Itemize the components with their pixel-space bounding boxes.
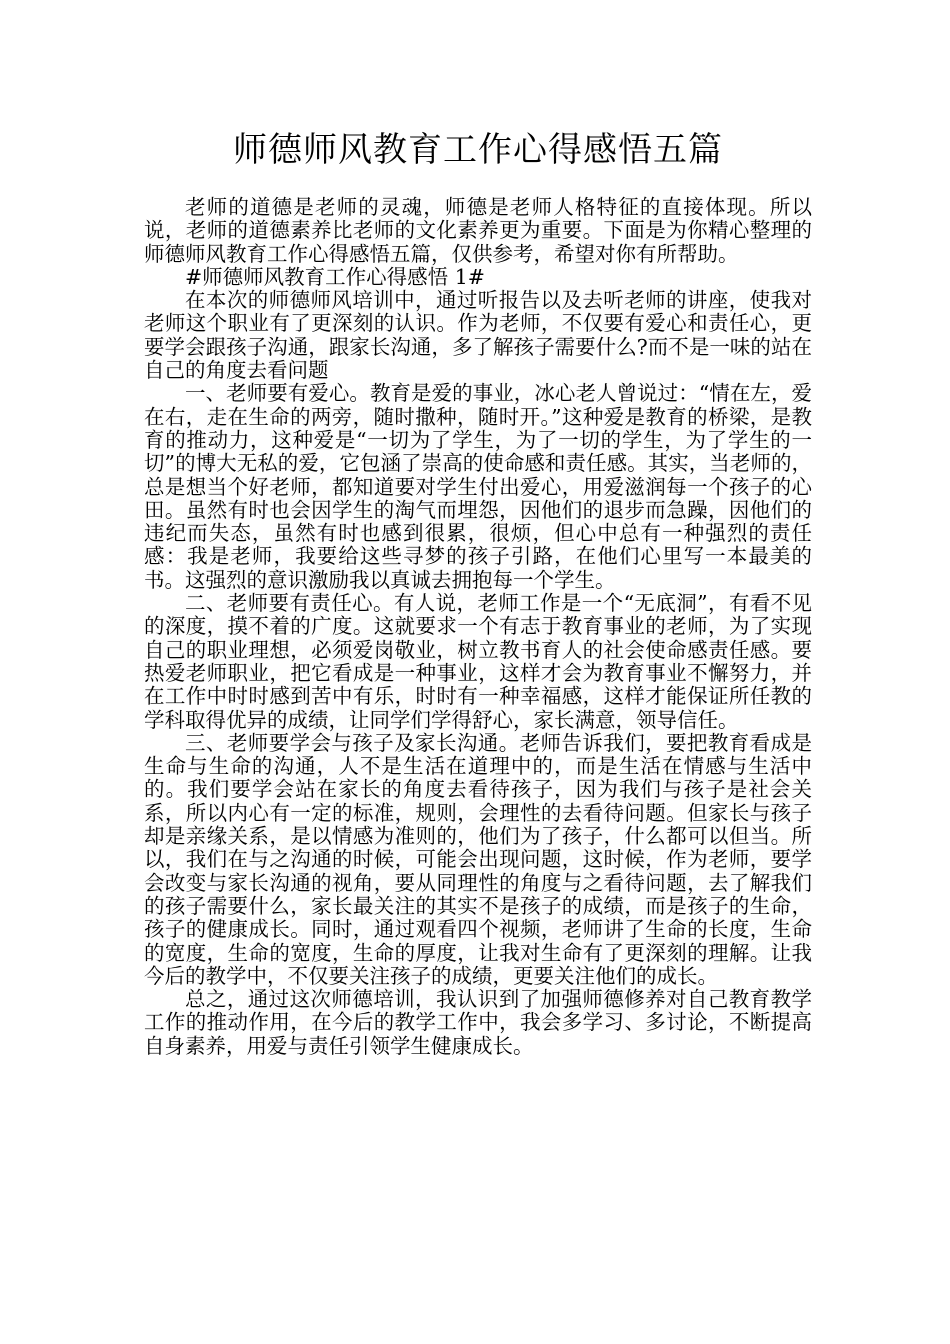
paragraph-love: 一、老师要有爱心。教育是爱的事业，冰心老人曾说过：“情在左，爱在右，走在生命的两旁，随时撒种，随时开。”这种爱是教育的桥梁，是教育的推动力，这种爱是“一切为了学生，为了一切的学生，为了学生的一切”的博大无私的爱，它包涵了崇高的使命感和责任感。其实，当老师的，总是想当个好老师，都知道要对学生付出爱心，用爱滋润每一个孩子的心田。虽然有时也会因学生的淘气而埋怨，因他们的退步而急躁，因他们的违纪而失态，虽然有时也感到很累，很烦，但心中总有一种强烈的责任感：我是老师，我要给这些寻梦的孩子引路，在他们心里写一本最美的书。这强烈的意识激励我以真诚去拥抱每一个学生。	[144, 381, 812, 592]
paragraph-intro: 老师的道德是老师的灵魂，师德是老师人格特征的直接体现。所以说，老师的道德素养比老师的文化素养更为重要。下面是为你精心整理的师德师风教育工作心得感悟五篇，仅供参考，希望对你有所帮助。	[144, 195, 812, 266]
section-heading: #师德师风教育工作心得感悟 1#	[185, 264, 485, 289]
paragraph-conclusion: 总之，通过这次师德培训，我认识到了加强师德修养对自己教育教学工作的推动作用，在今后的教学工作中，我会多学习、多讨论，不断提高自身素养，用爱与责任引领学生健康成长。	[144, 987, 812, 1058]
document-title: 师德师风教育工作心得感悟五篇	[233, 130, 723, 170]
paragraph-training: 在本次的师德师风培训中，通过听报告以及去听老师的讲座，使我对老师这个职业有了更深刻的认识。作为老师，不仅要有爱心和责任心，更要学会跟孩子沟通，跟家长沟通，多了解孩子需要什么?而不是一味的站在自己的角度去看问题	[144, 288, 812, 383]
document-page	[144, 122, 812, 1058]
paragraph-responsibility: 二、老师要有责任心。有人说，老师工作是一个“无底洞”，有看不见的深度，摸不着的广度。这就要求一个有志于教育事业的老师，为了实现自己的职业理想，必须爱岗敬业，树立教书育人的社会使命感责任感。要热爱老师职业，把它看成是一种事业，这样才会为教育事业不懈努力，并在工作中时时感到苦中有乐，时时有一种幸福感，这样才能保证所任教的学科取得优异的成绩，让同学们学得舒心，家长满意，领导信任。	[144, 591, 812, 732]
paragraph-communication: 三、老师要学会与孩子及家长沟通。老师告诉我们，要把教育看成是生命与生命的沟通，人不是生活在道理中的，而是生活在情感与生活中的。我们要学会站在家长的角度去看待孩子，因为我们与孩子是社会关系，所以内心有一定的标准，规则，会理性的去看待问题。但家长与孩子却是亲缘关系，是以情感为准则的，他们为了孩子，什么都可以但当。所以，我们在与之沟通的时候，可能会出现问题，这时候，作为老师，要学会改变与家长沟通的视角，要从同理性的角度与之看待问题，去了解我们的孩子需要什么，家长最关注的其实不是孩子的成绩，而是孩子的生命，孩子的健康成长。同时，通过观看四个视频，老师讲了生命的长度，生命的宽度，生命的宽度，生命的厚度，让我对生命有了更深刻的理解。让我今后的教学中，不仅要关注孩子的成绩，更要关注他们的成长。	[144, 730, 812, 988]
